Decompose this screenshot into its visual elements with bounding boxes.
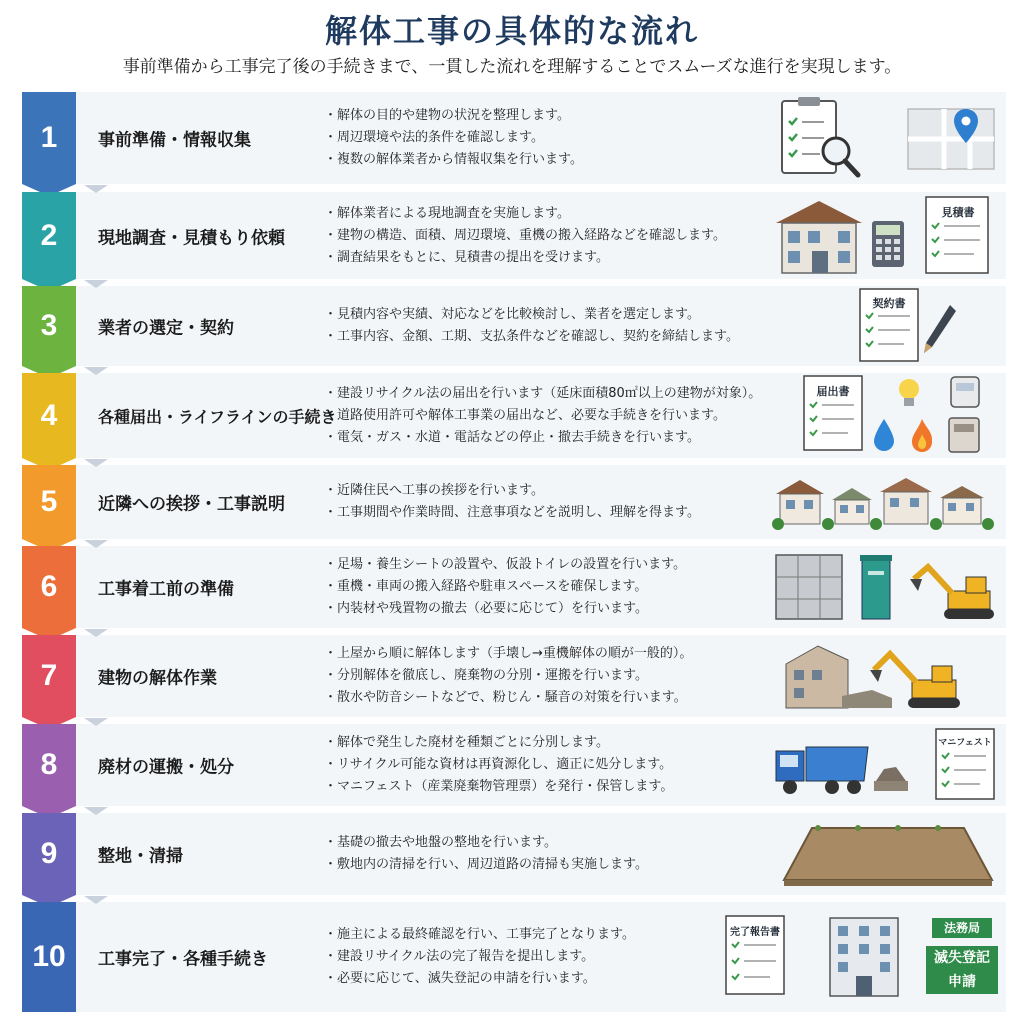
step-number: 3 (40, 309, 58, 342)
bullet-item: ・ 近隣住民へ工事の挨拶を行います。 (324, 480, 700, 502)
leveled-ground-icon (778, 820, 998, 888)
step-bullets (324, 105, 583, 171)
map-pin-icon (904, 95, 998, 181)
document-label: 完了報告書 (730, 927, 780, 938)
document-label: マニフェスト (938, 738, 992, 748)
step-number-badge (22, 546, 76, 628)
step-1 (22, 92, 1006, 184)
excavator-icon (908, 557, 998, 623)
step-number: 7 (40, 659, 58, 692)
bullet-item: ・ 工事期間や作業時間、注意事項などを説明し、理解を得ます。 (324, 502, 700, 524)
step-number: 8 (40, 748, 58, 781)
step-4 (22, 373, 1006, 458)
step-number-badge (22, 724, 76, 806)
pen-icon (920, 301, 960, 357)
document-label: 契約書 (872, 297, 906, 310)
bullet-item: ・ 施主による最終確認を行い、工事完了となります。 (324, 924, 635, 946)
step-illustration (772, 472, 1002, 532)
clipboard-magnifier-icon (776, 95, 866, 181)
step-heading: 業者の選定・契約 (98, 318, 234, 339)
steps-list (22, 92, 1006, 1012)
bullet-item: ・ 解体業者による現地調査を実施します。 (324, 203, 726, 225)
step-heading: 廃材の運搬・処分 (98, 757, 234, 778)
bullet-item: ・ 解体で発生した廃材を種類ごとに分別します。 (324, 732, 673, 754)
step-7 (22, 635, 1006, 717)
bullet-item: ・ 建設リサイクル法の完了報告を提出します。 (324, 946, 635, 968)
step-number-badge (22, 635, 76, 717)
step-heading: 整地・清掃 (98, 846, 183, 867)
bullet-item: ・ 重機・車両の搬入経路や駐車スペースを確保します。 (324, 576, 686, 598)
neighborhood-houses-icon (772, 472, 998, 532)
bullet-item: ・ 必要に応じて、滅失登記の申請を行います。 (324, 968, 635, 990)
step-illustration (722, 914, 1002, 1000)
step-heading: 工事完了・各種手続き (98, 949, 268, 970)
step-5 (22, 465, 1006, 539)
step-heading: 各種届出・ライフラインの手続き (98, 407, 337, 426)
step-heading: 近隣への挨拶・工事説明 (98, 494, 285, 515)
bullet-item: ・ 周辺環境や法的条件を確認します。 (324, 127, 583, 149)
step-number-badge (22, 813, 76, 895)
step-bullets (324, 832, 648, 876)
page-subtitle: 事前準備から工事完了後の手続きまで、一貫した流れを理解することでスムーズな進行を実現します。 (122, 57, 902, 77)
step-illustration (772, 95, 1002, 181)
page-title: 解体工事の具体的な流れ (324, 12, 699, 50)
step-heading: 工事着工前の準備 (98, 579, 234, 600)
step-illustration (772, 551, 1002, 623)
step-2 (22, 192, 1006, 279)
step-illustration (772, 820, 1002, 888)
flame-icon (908, 416, 936, 454)
step-illustration (772, 374, 1002, 458)
demolition-site-icon (782, 640, 982, 712)
legal-affairs-bureau-sign (926, 918, 998, 998)
step-bullets (324, 643, 692, 709)
bullet-item: ・ 基礎の撤去や地盤の整地を行います。 (324, 832, 648, 854)
bullet-item: ・ 足場・養生シートの設置や、仮設トイレの設置を行います。 (324, 554, 686, 576)
step-bullets (324, 554, 686, 620)
step-number-badge (22, 92, 76, 184)
water-drop-icon (870, 416, 898, 454)
bullet-item: ・ リサイクル可能な資材は再資源化し、適正に処分します。 (324, 754, 673, 776)
step-number: 6 (40, 570, 58, 603)
bullet-item: ・ 内装材や残置物の撤去（必要に応じて）を行います。 (324, 598, 686, 620)
step-heading: 事前準備・情報収集 (98, 130, 251, 151)
step-10 (22, 902, 1006, 1012)
step-illustration (772, 287, 1002, 365)
dump-truck-icon (772, 737, 912, 799)
bullet-item: ・ 電気・ガス・水道・電話などの停止・撤去手続きを行います。 (324, 427, 761, 449)
step-3 (22, 286, 1006, 366)
bullet-item: ・ 敷地内の清掃を行い、周辺道路の清掃も実施します。 (324, 854, 648, 876)
step-bullets (324, 203, 726, 269)
step-8 (22, 724, 1006, 806)
step-9 (22, 813, 1006, 895)
office-building-icon (822, 914, 906, 1000)
step-bullets (324, 383, 761, 449)
bullet-item: ・ マニフェスト（産業廃棄物管理票）を発行・保管します。 (324, 776, 673, 798)
step-number: 10 (32, 940, 66, 973)
bullet-item: ・ 複数の解体業者から情報収集を行います。 (324, 149, 583, 171)
step-heading: 現地調査・見積もり依頼 (98, 228, 285, 248)
portable-toilet-icon (858, 551, 894, 623)
step-number: 5 (40, 485, 58, 518)
bullet-item: ・ 上屋から順に解体します（手壊し→重機解体の順が一般的）。 (324, 643, 692, 665)
document-label: 届出書 (816, 384, 850, 398)
bullet-item: ・ 工事内容、金額、工期、支払条件などを確認し、契約を締結します。 (324, 326, 739, 348)
document-label: 見積書 (941, 205, 975, 219)
bullet-item: ・ 見積内容や実績、対応などを比較検討し、業者を選定します。 (324, 304, 739, 326)
step-number: 4 (40, 398, 58, 432)
step-bullets (324, 732, 673, 798)
bullet-item: ・ 解体の目的や建物の状況を整理します。 (324, 105, 583, 127)
step-number: 1 (40, 121, 58, 154)
step-number-badge (22, 465, 76, 539)
step-bullets (324, 480, 700, 524)
step-number-badge (22, 902, 76, 1012)
step-number: 2 (40, 218, 58, 252)
lightbulb-icon (894, 374, 924, 412)
sign-top-label: 法務局 (932, 918, 992, 938)
sign-bottom-label: 滅失登記申請 (926, 946, 998, 994)
step-illustration (772, 193, 1002, 279)
bullet-item: ・ 道路使用許可や解体工事業の届出など、必要な手続きを行います。 (324, 405, 761, 427)
step-number: 9 (40, 837, 58, 870)
step-6 (22, 546, 1006, 628)
step-bullets (324, 304, 739, 348)
bullet-item: ・ 建物の構造、面積、周辺環境、重機の搬入経路などを確認します。 (324, 225, 726, 247)
step-number-badge (22, 373, 76, 458)
electric-meter-icon (948, 374, 982, 410)
step-number-badge (22, 286, 76, 366)
step-number-badge (22, 192, 76, 279)
gas-meter-icon (946, 414, 982, 456)
building-icon (772, 193, 866, 279)
bullet-item: ・ 分別解体を徹底し、廃棄物の分別・運搬を行います。 (324, 665, 692, 687)
step-bullets (324, 924, 635, 990)
bullet-item: ・ 建設リサイクル法の届出を行います（延床面積80㎡以上の建物が対象）。 (324, 383, 761, 405)
calculator-icon (870, 219, 906, 269)
scaffolding-icon (772, 551, 846, 623)
bullet-item: ・ 調査結果をもとに、見積書の提出を受けます。 (324, 247, 726, 269)
step-heading: 建物の解体作業 (98, 668, 217, 689)
bullet-item: ・ 散水や防音シートなどで、粉じん・騒音の対策を行います。 (324, 687, 692, 709)
step-illustration (772, 727, 1002, 803)
step-illustration (772, 640, 1002, 712)
